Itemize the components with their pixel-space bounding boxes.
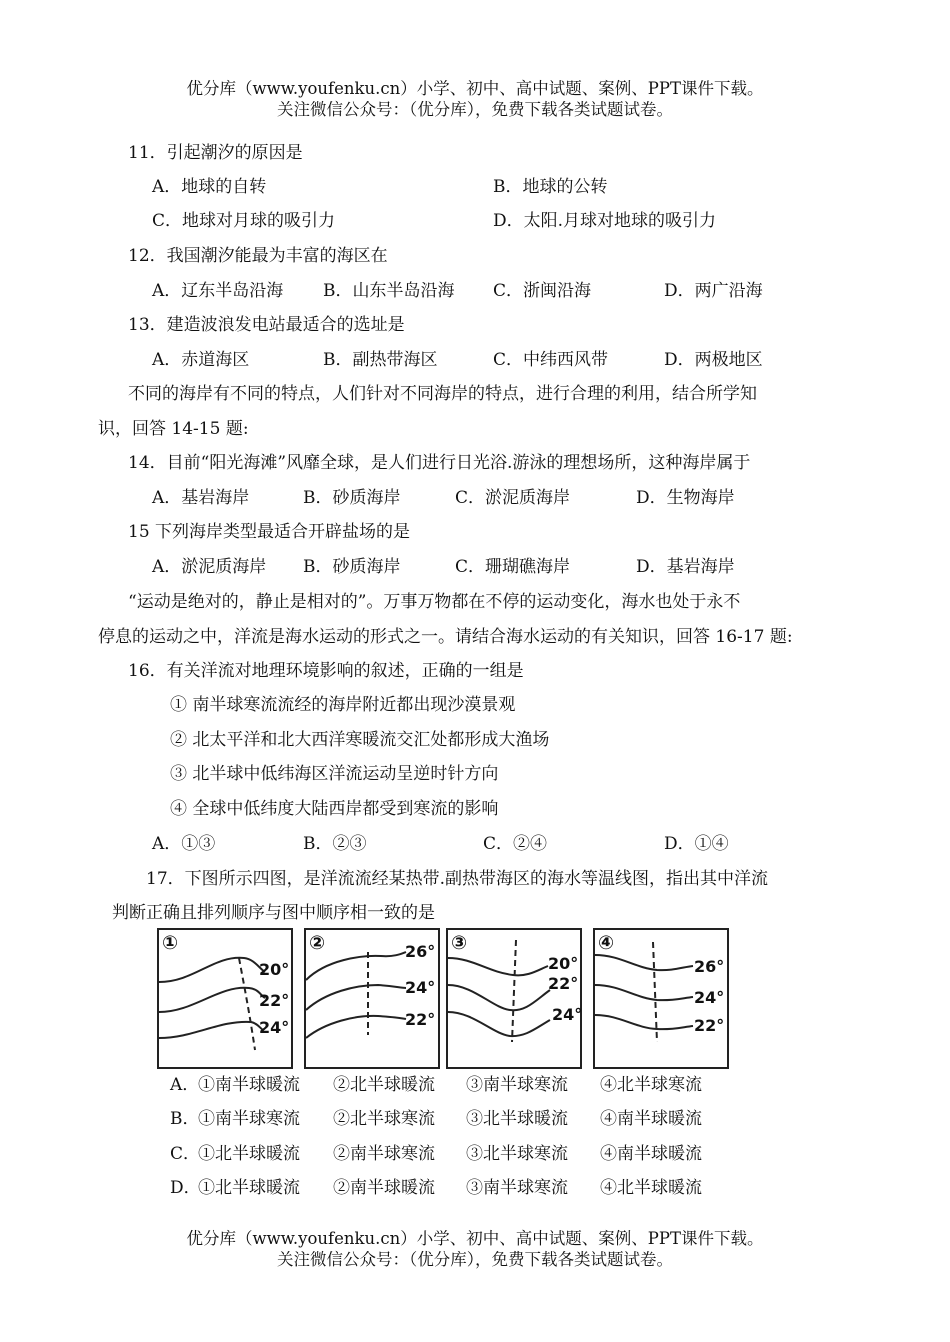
q17-option-d-2: ②南半球暖流 bbox=[333, 1178, 435, 1198]
q15-option-c: C．珊瑚礁海岸 bbox=[455, 557, 571, 577]
intro-16-17-line-2: 停息的运动之中，洋流是海水运动的形式之一。请结合海水运动的有关知识，回答 16-17 题: bbox=[98, 627, 793, 647]
isotherm-line bbox=[159, 1022, 263, 1038]
q16-option-b: B．②③ bbox=[303, 834, 367, 854]
footer-line-1: 优分库（www.youfenku.cn）小学、初中、高中试题、案例、PPT课件下载。 bbox=[186, 1229, 764, 1248]
q15-option-a: A．淤泥质海岸 bbox=[152, 557, 267, 577]
isotherm-line bbox=[159, 958, 265, 982]
q12-option-b: B．山东半岛沿海 bbox=[323, 281, 455, 301]
q11-option-b: B．地球的公转 bbox=[493, 177, 608, 197]
flow-dashed-line bbox=[239, 958, 255, 1050]
q11-option-c: C．地球对月球的吸引力 bbox=[152, 211, 336, 231]
isotherm-line bbox=[306, 985, 406, 1010]
q16-statement-4: ④ 全球中低纬度大陆西岸都受到寒流的影响 bbox=[170, 799, 499, 819]
isotherm-line bbox=[595, 1015, 693, 1029]
q17-option-a-3: ③南半球寒流 bbox=[466, 1075, 568, 1095]
q15-option-d: D．基岩海岸 bbox=[636, 557, 735, 577]
q17-option-d-4: ④北半球暖流 bbox=[600, 1178, 702, 1198]
q12-option-c: C．浙闽沿海 bbox=[493, 281, 592, 301]
q14-option-d: D．生物海岸 bbox=[636, 488, 735, 508]
q17-option-c-1: ①北半球暖流 bbox=[198, 1144, 300, 1164]
q16-option-d: D．①④ bbox=[664, 834, 729, 854]
q11-stem: 11．引起潮汐的原因是 bbox=[128, 143, 303, 163]
figure-3-label-3: 24° bbox=[552, 1005, 583, 1024]
isotherm-line bbox=[595, 985, 693, 1000]
figure-4-label-2: 24° bbox=[694, 988, 725, 1007]
figure-4-label-1: 26° bbox=[694, 957, 725, 976]
isotherm-figure-1 bbox=[157, 928, 293, 1069]
q17-option-d-1: ①北半球暖流 bbox=[198, 1178, 300, 1198]
q11-option-a: A．地球的自转 bbox=[152, 177, 267, 197]
q17-option-c-2: ②南半球寒流 bbox=[333, 1144, 435, 1164]
q16-stem: 16．有关洋流对地理环境影响的叙述，正确的一组是 bbox=[128, 661, 524, 681]
q13-option-a: A．赤道海区 bbox=[152, 350, 250, 370]
q17-option-c-3: ③北半球寒流 bbox=[466, 1144, 568, 1164]
q17-option-b-1: ①南半球寒流 bbox=[198, 1109, 300, 1129]
isotherm-figure-3 bbox=[446, 928, 582, 1069]
figure-2-label-1: 26° bbox=[405, 942, 436, 961]
figure-4-number: ④ bbox=[598, 932, 615, 954]
isotherm-line bbox=[595, 955, 693, 970]
q16-statement-3: ③ 北半球中低纬海区洋流运动呈逆时针方向 bbox=[170, 764, 499, 784]
isotherm-figure-3-lines bbox=[448, 930, 584, 1071]
q17-option-b-2: ②北半球寒流 bbox=[333, 1109, 435, 1129]
isotherm-figure-4 bbox=[593, 928, 729, 1069]
header-line-1: 优分库（www.youfenku.cn）小学、初中、高中试题、案例、PPT课件下载。 bbox=[186, 79, 764, 98]
isotherm-line bbox=[448, 985, 550, 1010]
q17-option-a-2: ②北半球暖流 bbox=[333, 1075, 435, 1095]
q13-option-b: B．副热带海区 bbox=[323, 350, 438, 370]
q14-option-a: A．基岩海岸 bbox=[152, 488, 250, 508]
q11-option-d: D．太阳.月球对地球的吸引力 bbox=[493, 211, 717, 231]
q14-option-c: C．淤泥质海岸 bbox=[455, 488, 571, 508]
q14-stem: 14．目前“阳光海滩”风靡全球，是人们进行日光浴.游泳的理想场所，这种海岸属于 bbox=[128, 453, 751, 473]
q16-option-c: C．②④ bbox=[483, 834, 548, 854]
q12-option-d: D．两广沿海 bbox=[664, 281, 763, 301]
figure-3-label-2: 22° bbox=[548, 974, 579, 993]
intro-14-15-line-1: 不同的海岸有不同的特点，人们针对不同海岸的特点，进行合理的利用，结合所学知 bbox=[128, 384, 757, 404]
q13-option-d: D．两极地区 bbox=[664, 350, 763, 370]
figure-3-number: ③ bbox=[451, 932, 468, 954]
figure-2-number: ② bbox=[309, 932, 326, 954]
q17-option-a-1: ①南半球暖流 bbox=[198, 1075, 300, 1095]
q17-option-b-3: ③北半球暖流 bbox=[466, 1109, 568, 1129]
q17-option-b-4: ④南半球暖流 bbox=[600, 1109, 702, 1129]
figure-1-label-1: 20° bbox=[259, 960, 290, 979]
figure-3-label-1: 20° bbox=[548, 954, 579, 973]
figure-1-label-3: 24° bbox=[259, 1018, 290, 1037]
intro-16-17-line-1: “运动是绝对的，静止是相对的”。万事万物都在不停的运动变化，海水也处于永不 bbox=[128, 592, 741, 612]
isotherm-line bbox=[448, 1012, 550, 1036]
q16-option-a: A．①③ bbox=[152, 834, 216, 854]
isotherm-figures bbox=[157, 928, 737, 1071]
q17-option-b-letter: B． bbox=[170, 1109, 200, 1129]
q17-option-a-letter: A． bbox=[170, 1075, 200, 1095]
q15-option-b: B．砂质海岸 bbox=[303, 557, 401, 577]
flow-dashed-line bbox=[653, 942, 657, 1042]
q17-option-d-letter: D． bbox=[170, 1178, 201, 1198]
q14-option-b: B．砂质海岸 bbox=[303, 488, 401, 508]
q17-option-c-4: ④南半球暖流 bbox=[600, 1144, 702, 1164]
q12-stem: 12．我国潮汐能最为丰富的海区在 bbox=[128, 246, 388, 266]
figure-2-label-2: 24° bbox=[405, 978, 436, 997]
figure-1-number: ① bbox=[162, 932, 179, 954]
figure-4-label-3: 22° bbox=[694, 1016, 725, 1035]
header-line-2: 关注微信公众号：（优分库），免费下载各类试题试卷。 bbox=[277, 100, 673, 119]
flow-dashed-line bbox=[512, 940, 516, 1042]
isotherm-line bbox=[306, 952, 406, 980]
footer-line-2: 关注微信公众号：（优分库），免费下载各类试题试卷。 bbox=[277, 1250, 673, 1269]
q17-option-c-letter: C． bbox=[170, 1144, 201, 1164]
q16-statement-1: ① 南半球寒流流经的海岸附近都出现沙漠景观 bbox=[170, 695, 516, 715]
isotherm-line bbox=[448, 958, 548, 975]
q17-stem-line-1: 17．下图所示四图，是洋流流经某热带.副热带海区的海水等温线图，指出其中洋流 bbox=[146, 869, 769, 889]
figure-1-label-2: 22° bbox=[259, 991, 290, 1010]
isotherm-line bbox=[306, 1016, 406, 1038]
intro-14-15-line-2: 识，回答 14-15 题: bbox=[98, 419, 249, 439]
q13-stem: 13．建造波浪发电站最适合的选址是 bbox=[128, 315, 405, 335]
isotherm-figure-2 bbox=[304, 928, 440, 1069]
q17-option-a-4: ④北半球寒流 bbox=[600, 1075, 702, 1095]
figure-2-label-3: 22° bbox=[405, 1010, 436, 1029]
q17-option-d-3: ③南半球寒流 bbox=[466, 1178, 568, 1198]
q17-stem-line-2: 判断正确且排列顺序与图中顺序相一致的是 bbox=[112, 903, 435, 923]
q15-stem: 15 下列海岸类型最适合开辟盐场的是 bbox=[128, 522, 411, 542]
q12-option-a: A．辽东半岛沿海 bbox=[152, 281, 284, 301]
q16-statement-2: ② 北太平洋和北大西洋寒暖流交汇处都形成大渔场 bbox=[170, 730, 550, 750]
q13-option-c: C．中纬西风带 bbox=[493, 350, 609, 370]
